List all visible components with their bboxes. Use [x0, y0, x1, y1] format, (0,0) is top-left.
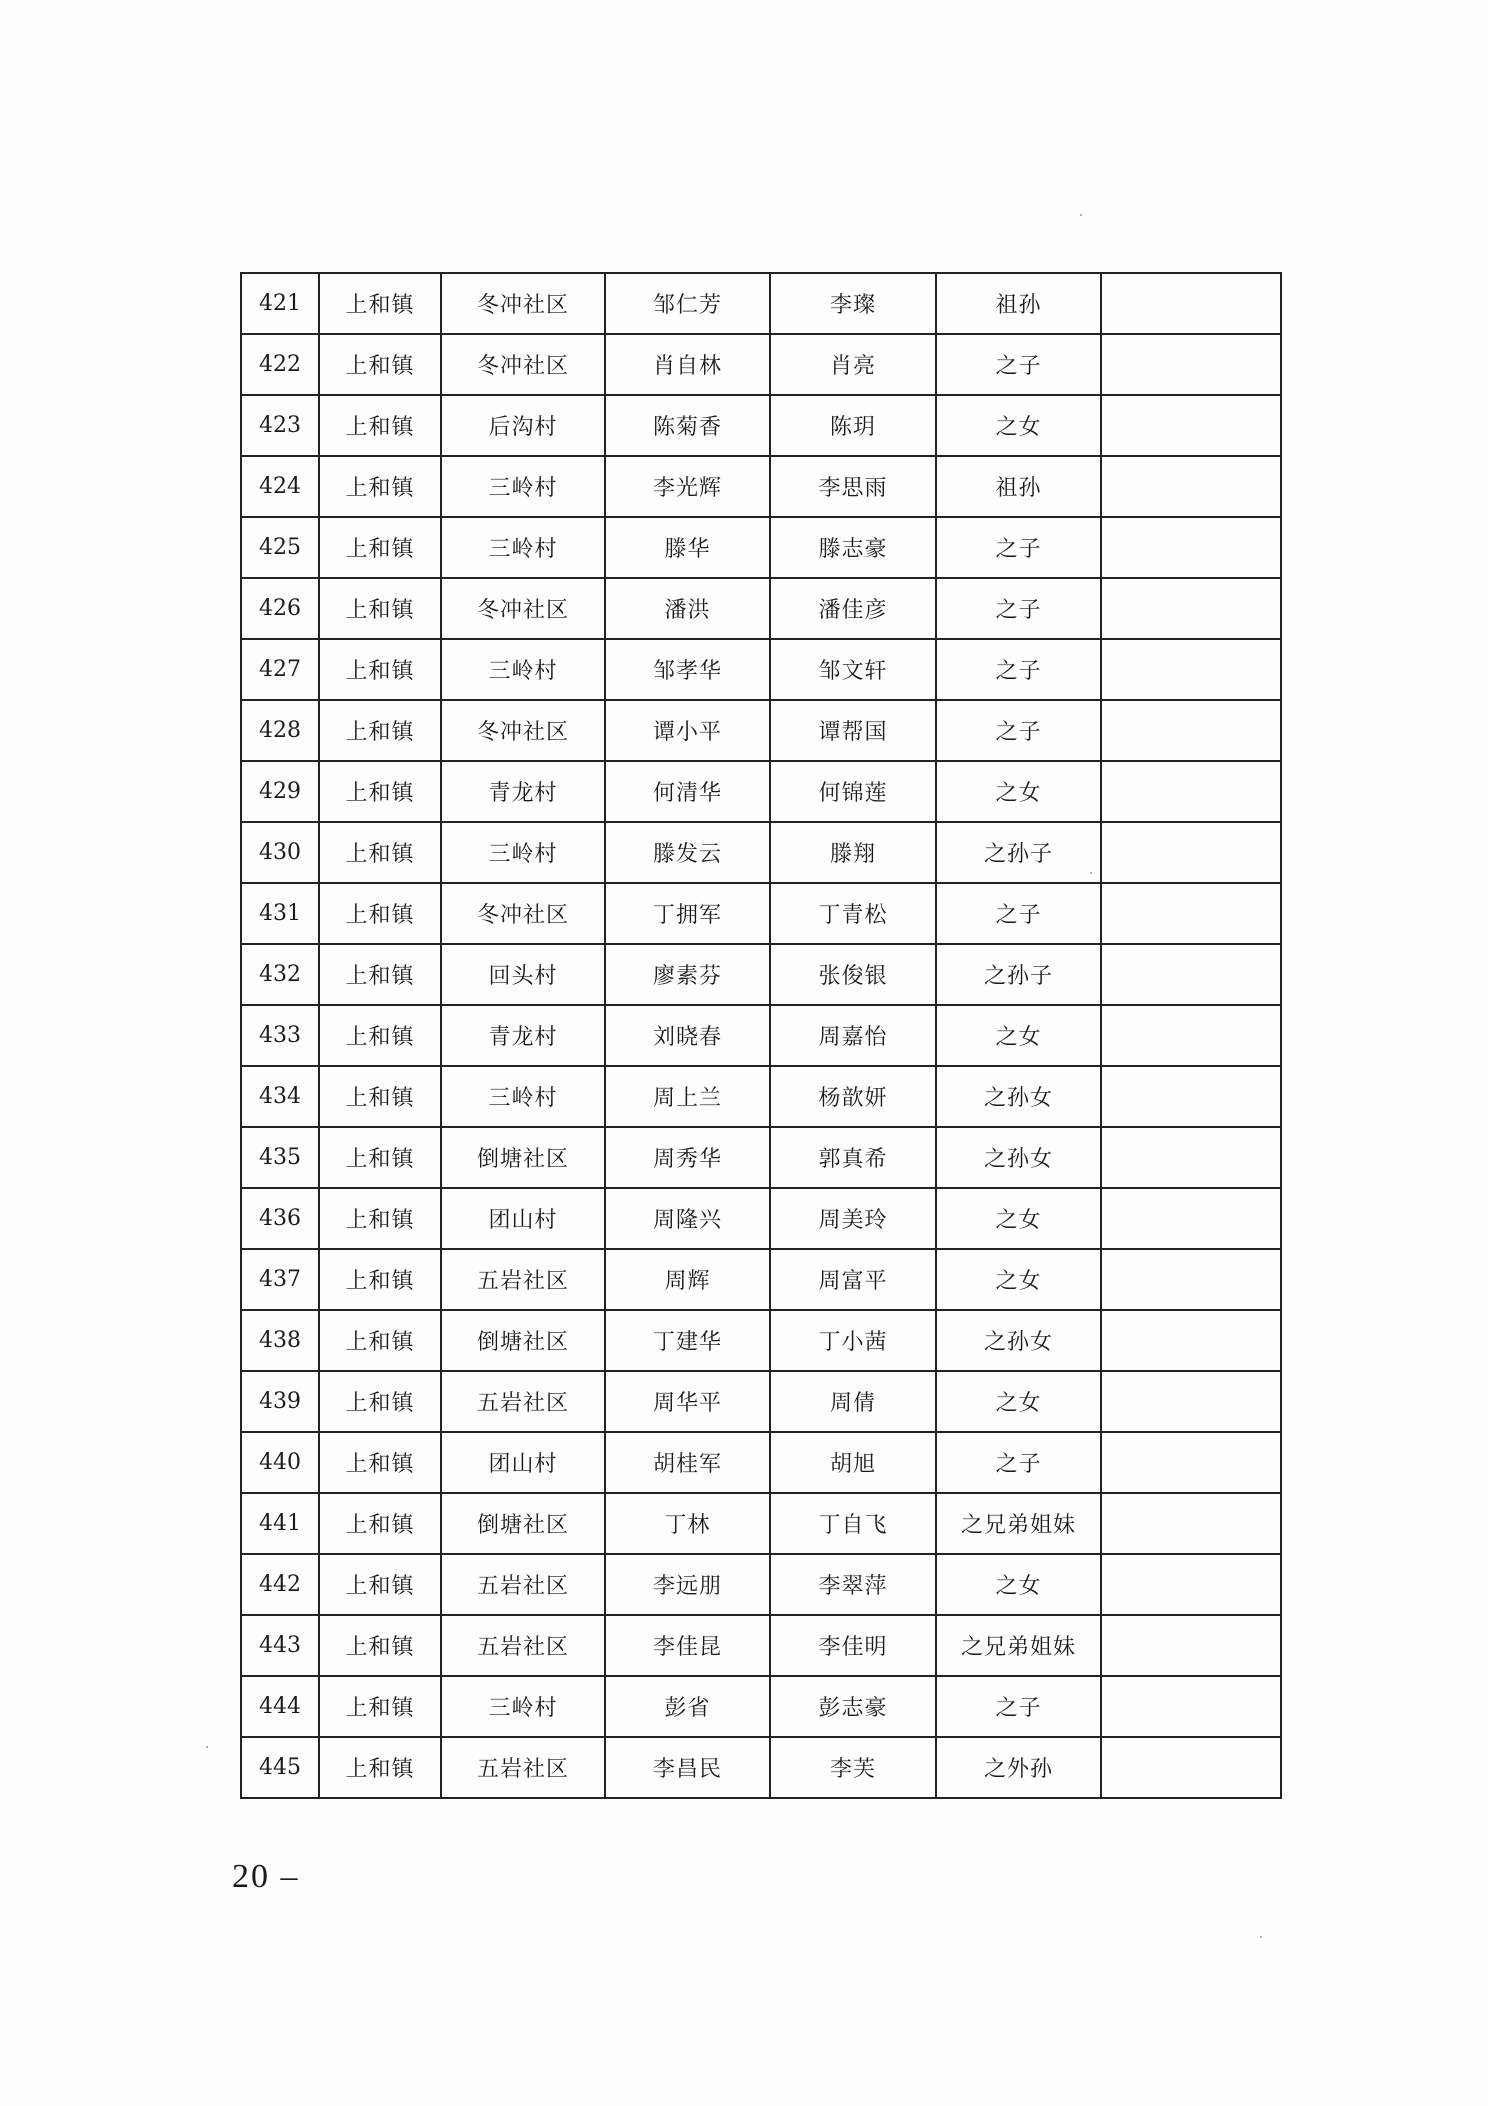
relation-cell: 之兄弟姐妹 — [936, 1615, 1101, 1676]
community-cell: 倒塘社区 — [441, 1127, 605, 1188]
note-cell — [1101, 639, 1281, 700]
relation-cell: 之孙女 — [936, 1066, 1101, 1127]
town-cell: 上和镇 — [319, 761, 441, 822]
table-row — [241, 700, 1281, 761]
table-row — [241, 1493, 1281, 1554]
table-row — [241, 1127, 1281, 1188]
applicant-name-cell: 谭小平 — [605, 700, 770, 761]
applicant-name-cell: 滕发云 — [605, 822, 770, 883]
note-cell — [1101, 1371, 1281, 1432]
table-row — [241, 944, 1281, 1005]
beneficiary-name-cell: 谭帮国 — [770, 700, 936, 761]
note-cell — [1101, 578, 1281, 639]
beneficiary-name-cell: 郭真希 — [770, 1127, 936, 1188]
page-number: 20 – — [232, 1858, 300, 1895]
note-cell — [1101, 883, 1281, 944]
table-row — [241, 1737, 1281, 1798]
roster-table — [240, 272, 1282, 1799]
table-row — [241, 578, 1281, 639]
relation-cell: 之子 — [936, 334, 1101, 395]
row-number-cell: 442 — [241, 1554, 319, 1615]
town-cell: 上和镇 — [319, 578, 441, 639]
table-row — [241, 273, 1281, 334]
row-number-cell: 427 — [241, 639, 319, 700]
row-number-cell: 433 — [241, 1005, 319, 1066]
row-number-cell: 441 — [241, 1493, 319, 1554]
relation-cell: 之兄弟姐妹 — [936, 1493, 1101, 1554]
community-cell: 五岩社区 — [441, 1737, 605, 1798]
town-cell: 上和镇 — [319, 517, 441, 578]
row-number-cell: 421 — [241, 273, 319, 334]
beneficiary-name-cell: 潘佳彦 — [770, 578, 936, 639]
community-cell: 三岭村 — [441, 822, 605, 883]
town-cell: 上和镇 — [319, 1615, 441, 1676]
scan-speck — [1080, 214, 1082, 216]
town-cell: 上和镇 — [319, 1371, 441, 1432]
community-cell: 青龙村 — [441, 761, 605, 822]
town-cell: 上和镇 — [319, 1005, 441, 1066]
note-cell — [1101, 700, 1281, 761]
roster-table-body — [241, 273, 1281, 1798]
applicant-name-cell: 彭省 — [605, 1676, 770, 1737]
row-number-cell: 431 — [241, 883, 319, 944]
applicant-name-cell: 廖素芬 — [605, 944, 770, 1005]
town-cell: 上和镇 — [319, 1554, 441, 1615]
relation-cell: 之女 — [936, 1005, 1101, 1066]
town-cell: 上和镇 — [319, 639, 441, 700]
town-cell: 上和镇 — [319, 883, 441, 944]
table-row — [241, 1066, 1281, 1127]
beneficiary-name-cell: 滕志豪 — [770, 517, 936, 578]
table-row — [241, 761, 1281, 822]
relation-cell: 之女 — [936, 1249, 1101, 1310]
row-number-cell: 426 — [241, 578, 319, 639]
beneficiary-name-cell: 滕翔 — [770, 822, 936, 883]
row-number-cell: 423 — [241, 395, 319, 456]
scan-speck — [1090, 872, 1092, 874]
applicant-name-cell: 周上兰 — [605, 1066, 770, 1127]
beneficiary-name-cell: 丁青松 — [770, 883, 936, 944]
community-cell: 五岩社区 — [441, 1371, 605, 1432]
note-cell — [1101, 822, 1281, 883]
community-cell: 三岭村 — [441, 639, 605, 700]
note-cell — [1101, 334, 1281, 395]
community-cell: 倒塘社区 — [441, 1310, 605, 1371]
table-row — [241, 395, 1281, 456]
applicant-name-cell: 刘晓春 — [605, 1005, 770, 1066]
town-cell: 上和镇 — [319, 1737, 441, 1798]
relation-cell: 之女 — [936, 395, 1101, 456]
community-cell: 冬冲社区 — [441, 273, 605, 334]
row-number-cell: 429 — [241, 761, 319, 822]
applicant-name-cell: 周秀华 — [605, 1127, 770, 1188]
relation-cell: 之子 — [936, 1432, 1101, 1493]
note-cell — [1101, 944, 1281, 1005]
table-row — [241, 639, 1281, 700]
relation-cell: 之子 — [936, 883, 1101, 944]
beneficiary-name-cell: 胡旭 — [770, 1432, 936, 1493]
note-cell — [1101, 1249, 1281, 1310]
row-number-cell: 428 — [241, 700, 319, 761]
table-row — [241, 1310, 1281, 1371]
applicant-name-cell: 邹仁芳 — [605, 273, 770, 334]
applicant-name-cell: 陈菊香 — [605, 395, 770, 456]
relation-cell: 之孙女 — [936, 1127, 1101, 1188]
community-cell: 三岭村 — [441, 456, 605, 517]
applicant-name-cell: 滕华 — [605, 517, 770, 578]
community-cell: 青龙村 — [441, 1005, 605, 1066]
community-cell: 冬冲社区 — [441, 700, 605, 761]
row-number-cell: 444 — [241, 1676, 319, 1737]
table-row — [241, 1188, 1281, 1249]
beneficiary-name-cell: 何锦莲 — [770, 761, 936, 822]
beneficiary-name-cell: 李佳明 — [770, 1615, 936, 1676]
beneficiary-name-cell: 丁小茜 — [770, 1310, 936, 1371]
town-cell: 上和镇 — [319, 1249, 441, 1310]
applicant-name-cell: 何清华 — [605, 761, 770, 822]
row-number-cell: 439 — [241, 1371, 319, 1432]
relation-cell: 祖孙 — [936, 456, 1101, 517]
applicant-name-cell: 丁建华 — [605, 1310, 770, 1371]
table-row — [241, 456, 1281, 517]
town-cell: 上和镇 — [319, 1066, 441, 1127]
note-cell — [1101, 1615, 1281, 1676]
relation-cell: 之外孙 — [936, 1737, 1101, 1798]
row-number-cell: 438 — [241, 1310, 319, 1371]
relation-cell: 之子 — [936, 578, 1101, 639]
relation-cell: 之女 — [936, 1188, 1101, 1249]
community-cell: 五岩社区 — [441, 1554, 605, 1615]
applicant-name-cell: 潘洪 — [605, 578, 770, 639]
town-cell: 上和镇 — [319, 1432, 441, 1493]
town-cell: 上和镇 — [319, 944, 441, 1005]
beneficiary-name-cell: 周倩 — [770, 1371, 936, 1432]
note-cell — [1101, 1554, 1281, 1615]
community-cell: 三岭村 — [441, 1676, 605, 1737]
community-cell: 三岭村 — [441, 517, 605, 578]
applicant-name-cell: 周华平 — [605, 1371, 770, 1432]
relation-cell: 之子 — [936, 1676, 1101, 1737]
town-cell: 上和镇 — [319, 456, 441, 517]
relation-cell: 之孙子 — [936, 822, 1101, 883]
relation-cell: 之女 — [936, 761, 1101, 822]
table-row — [241, 822, 1281, 883]
beneficiary-name-cell: 李璨 — [770, 273, 936, 334]
row-number-cell: 424 — [241, 456, 319, 517]
community-cell: 冬冲社区 — [441, 578, 605, 639]
town-cell: 上和镇 — [319, 1188, 441, 1249]
relation-cell: 祖孙 — [936, 273, 1101, 334]
note-cell — [1101, 1737, 1281, 1798]
applicant-name-cell: 邹孝华 — [605, 639, 770, 700]
note-cell — [1101, 1188, 1281, 1249]
applicant-name-cell: 丁林 — [605, 1493, 770, 1554]
beneficiary-name-cell: 李芙 — [770, 1737, 936, 1798]
beneficiary-name-cell: 周美玲 — [770, 1188, 936, 1249]
row-number-cell: 445 — [241, 1737, 319, 1798]
table-row — [241, 517, 1281, 578]
relation-cell: 之子 — [936, 700, 1101, 761]
beneficiary-name-cell: 丁自飞 — [770, 1493, 936, 1554]
relation-cell: 之女 — [936, 1371, 1101, 1432]
community-cell: 团山村 — [441, 1432, 605, 1493]
applicant-name-cell: 李佳昆 — [605, 1615, 770, 1676]
row-number-cell: 432 — [241, 944, 319, 1005]
town-cell: 上和镇 — [319, 822, 441, 883]
applicant-name-cell: 丁拥军 — [605, 883, 770, 944]
town-cell: 上和镇 — [319, 1676, 441, 1737]
row-number-cell: 430 — [241, 822, 319, 883]
row-number-cell: 443 — [241, 1615, 319, 1676]
applicant-name-cell: 周隆兴 — [605, 1188, 770, 1249]
beneficiary-name-cell: 彭志豪 — [770, 1676, 936, 1737]
note-cell — [1101, 1005, 1281, 1066]
town-cell: 上和镇 — [319, 700, 441, 761]
community-cell: 后沟村 — [441, 395, 605, 456]
table-row — [241, 1615, 1281, 1676]
note-cell — [1101, 517, 1281, 578]
community-cell: 五岩社区 — [441, 1615, 605, 1676]
applicant-name-cell: 周辉 — [605, 1249, 770, 1310]
note-cell — [1101, 273, 1281, 334]
beneficiary-name-cell: 邹文轩 — [770, 639, 936, 700]
community-cell: 三岭村 — [441, 1066, 605, 1127]
note-cell — [1101, 456, 1281, 517]
town-cell: 上和镇 — [319, 273, 441, 334]
table-row — [241, 1676, 1281, 1737]
row-number-cell: 435 — [241, 1127, 319, 1188]
relation-cell: 之子 — [936, 517, 1101, 578]
note-cell — [1101, 1066, 1281, 1127]
row-number-cell: 440 — [241, 1432, 319, 1493]
relation-cell: 之孙子 — [936, 944, 1101, 1005]
applicant-name-cell: 肖自林 — [605, 334, 770, 395]
note-cell — [1101, 1310, 1281, 1371]
table-row — [241, 1432, 1281, 1493]
beneficiary-name-cell: 李思雨 — [770, 456, 936, 517]
beneficiary-name-cell: 周嘉怡 — [770, 1005, 936, 1066]
beneficiary-name-cell: 杨歆妍 — [770, 1066, 936, 1127]
row-number-cell: 436 — [241, 1188, 319, 1249]
scan-speck — [1260, 1936, 1262, 1938]
table-row — [241, 1249, 1281, 1310]
row-number-cell: 434 — [241, 1066, 319, 1127]
beneficiary-name-cell: 张俊银 — [770, 944, 936, 1005]
table-row — [241, 883, 1281, 944]
row-number-cell: 422 — [241, 334, 319, 395]
relation-cell: 之女 — [936, 1554, 1101, 1615]
note-cell — [1101, 395, 1281, 456]
community-cell: 冬冲社区 — [441, 883, 605, 944]
beneficiary-name-cell: 肖亮 — [770, 334, 936, 395]
note-cell — [1101, 1676, 1281, 1737]
beneficiary-name-cell: 周富平 — [770, 1249, 936, 1310]
community-cell: 倒塘社区 — [441, 1493, 605, 1554]
table-row — [241, 1005, 1281, 1066]
note-cell — [1101, 761, 1281, 822]
relation-cell: 之孙女 — [936, 1310, 1101, 1371]
beneficiary-name-cell: 李翠萍 — [770, 1554, 936, 1615]
table-row — [241, 334, 1281, 395]
applicant-name-cell: 胡桂军 — [605, 1432, 770, 1493]
community-cell: 团山村 — [441, 1188, 605, 1249]
table-row — [241, 1371, 1281, 1432]
town-cell: 上和镇 — [319, 1493, 441, 1554]
town-cell: 上和镇 — [319, 395, 441, 456]
community-cell: 回头村 — [441, 944, 605, 1005]
town-cell: 上和镇 — [319, 1310, 441, 1371]
beneficiary-name-cell: 陈玥 — [770, 395, 936, 456]
town-cell: 上和镇 — [319, 1127, 441, 1188]
relation-cell: 之子 — [936, 639, 1101, 700]
applicant-name-cell: 李光辉 — [605, 456, 770, 517]
note-cell — [1101, 1432, 1281, 1493]
town-cell: 上和镇 — [319, 334, 441, 395]
applicant-name-cell: 李昌民 — [605, 1737, 770, 1798]
table-row — [241, 1554, 1281, 1615]
community-cell: 冬冲社区 — [441, 334, 605, 395]
row-number-cell: 437 — [241, 1249, 319, 1310]
note-cell — [1101, 1127, 1281, 1188]
scan-speck — [206, 1746, 208, 1748]
note-cell — [1101, 1493, 1281, 1554]
row-number-cell: 425 — [241, 517, 319, 578]
community-cell: 五岩社区 — [441, 1249, 605, 1310]
applicant-name-cell: 李远朋 — [605, 1554, 770, 1615]
